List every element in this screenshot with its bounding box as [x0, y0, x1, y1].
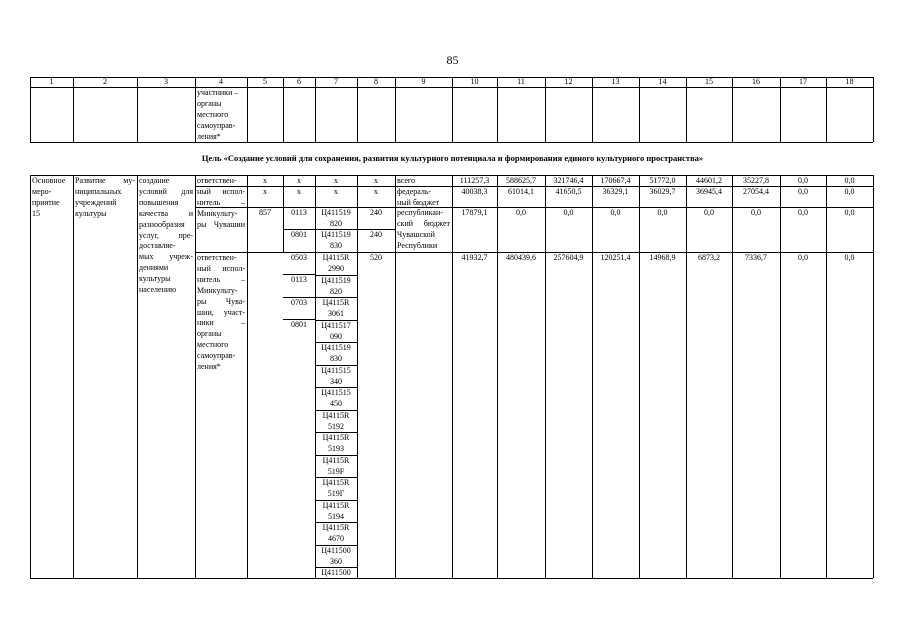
target-code: 3061	[328, 308, 344, 318]
value-cell: 17879,1	[461, 208, 488, 217]
continuation-text: участники –	[197, 88, 239, 97]
value-cell: 40038,3	[461, 187, 488, 196]
section-code: 0113	[291, 275, 307, 284]
event-goal: условий для	[139, 186, 193, 196]
target-code: Ц411500	[321, 546, 351, 555]
header-cell: 16	[752, 77, 760, 86]
x-mark: x	[334, 187, 338, 196]
value-cell: 0,0	[844, 187, 855, 196]
event-goal: мых учреж-	[139, 252, 193, 262]
value-cell: 0,0	[798, 208, 808, 217]
continuation-text: органы	[197, 98, 222, 108]
funding-source: ский бюджет	[397, 218, 450, 228]
value-cell: 0,0	[751, 208, 761, 217]
target-code: Ц4115R	[322, 478, 350, 487]
column-rule	[873, 175, 874, 578]
value-cell: 0,0	[798, 253, 808, 262]
value-cell: 0,0	[798, 176, 808, 185]
executor-a: ответствен-	[197, 176, 237, 185]
value-cell: 41650,5	[555, 187, 582, 196]
value-cell: 35227,8	[743, 176, 769, 185]
value-cell: 0,0	[610, 208, 621, 217]
executor-a: нитель –	[197, 197, 245, 207]
x-mark: x	[374, 187, 378, 196]
target-code: 340	[330, 376, 342, 386]
header-cell: 13	[611, 77, 620, 86]
funding-source: Республики	[397, 240, 438, 250]
column-rule	[545, 175, 546, 578]
funding-source: республикан-	[397, 208, 443, 217]
target-code: Ц4115R	[322, 411, 350, 420]
target-code: 5194	[328, 511, 344, 521]
value-cell: 480439,6	[506, 253, 536, 262]
value-cell: 36945,4	[696, 187, 722, 196]
target-code: 830	[330, 353, 342, 363]
expense-code: 240	[370, 230, 382, 239]
header-cell: 2	[103, 77, 107, 86]
target-code: Ц411519	[321, 276, 351, 285]
event-goal: доставляе-	[139, 241, 176, 251]
column-rule	[873, 77, 874, 142]
executor-a: Минкульту-	[197, 208, 238, 218]
executor-b: ники –	[197, 318, 245, 328]
value-cell: 36329,1	[602, 187, 629, 196]
event-name: ниципальных	[75, 186, 122, 196]
target-code: Ц411519	[321, 343, 351, 352]
column-rule	[195, 175, 196, 578]
event-name: учреждений	[75, 197, 117, 207]
value-cell: 111257,3	[459, 176, 490, 185]
target-code: 2990	[328, 263, 344, 273]
continuation-text: ления*	[197, 131, 221, 141]
event-label: меро-	[32, 186, 52, 196]
header-cell: 4	[219, 77, 223, 86]
target-code: Ц411519	[321, 230, 351, 239]
x-mark: x	[374, 176, 378, 185]
value-cell: 14968,9	[649, 253, 676, 262]
target-code: 4670	[328, 533, 344, 543]
target-code: 820	[330, 286, 342, 296]
executor-b: самоуправ-	[197, 351, 236, 361]
value-cell: 0,0	[657, 208, 668, 217]
x-mark: x	[263, 176, 267, 185]
column-rule	[30, 175, 31, 578]
executor-b: ления*	[197, 362, 221, 371]
section-code: 0503	[291, 253, 307, 262]
x-mark: x	[297, 176, 301, 185]
value-cell: 44601,2	[696, 176, 722, 185]
value-cell: 27054,4	[743, 187, 769, 196]
target-code: 360	[330, 556, 342, 566]
value-cell: 41932,7	[461, 253, 488, 262]
value-cell: 0,0	[844, 176, 855, 185]
column-rule	[826, 175, 827, 578]
value-cell: 0,0	[516, 208, 526, 217]
header-cell: 18	[845, 77, 854, 86]
section-code: 0801	[291, 230, 307, 239]
target-code: Ц4115R	[322, 456, 350, 465]
event-goal: повышения	[139, 197, 179, 207]
target-code: 5192	[328, 421, 344, 431]
event-label: приятие	[32, 197, 60, 207]
column-rule	[395, 175, 396, 578]
column-rule	[780, 175, 781, 578]
x-mark: x	[263, 187, 267, 196]
value-cell: 120251,4	[600, 253, 631, 262]
header-cell: 14	[658, 77, 667, 86]
expense-code: 520	[370, 253, 382, 262]
event-goal: населению	[139, 285, 177, 294]
header-cell: 10	[470, 77, 479, 86]
target-code: Ц411500	[321, 568, 351, 577]
header-cell: 9	[421, 77, 426, 86]
executor-a: ный испол-	[197, 186, 245, 196]
continuation-text: самоуправ-	[197, 120, 236, 130]
value-cell: 61014,1	[508, 187, 534, 196]
target-code: Ц411519	[321, 208, 351, 217]
target-code: 450	[330, 398, 342, 408]
header-cell: 12	[564, 77, 573, 86]
target-code: 090	[330, 331, 342, 341]
event-label: 15	[32, 208, 40, 218]
x-mark: x	[297, 187, 301, 196]
column-rule	[592, 175, 593, 578]
event-name: культуры	[75, 208, 107, 218]
executor-b: шии, участ-	[197, 307, 245, 317]
value-cell: 0,0	[844, 253, 855, 262]
target-code: Ц4115R	[322, 433, 350, 442]
executor-b: местного	[197, 340, 229, 350]
continuation-text: местного	[197, 109, 229, 119]
value-cell: 170667,4	[600, 176, 631, 185]
executor-b: ры Чува-	[197, 296, 245, 306]
section-code: 0801	[291, 320, 307, 329]
funding-source: ный бюджет	[397, 197, 440, 207]
target-code: 5193	[328, 443, 344, 453]
executor-b: ответствен-	[197, 253, 237, 262]
executor-b: органы	[197, 329, 222, 339]
column-rule	[452, 175, 453, 578]
target-code: Ц4115R	[322, 523, 350, 532]
column-rule	[639, 175, 640, 578]
target-code: Ц411515	[321, 388, 351, 397]
target-code: Ц4115R	[322, 298, 350, 307]
value-cell: 588625,7	[506, 176, 536, 185]
event-goal: качества и	[139, 208, 193, 218]
value-cell: 0,0	[704, 208, 714, 217]
event-goal: дениями	[139, 263, 169, 273]
target-code: 830	[330, 240, 342, 250]
goal-heading: Цель «Создание условий для сохранения, развития культурного потенциала и формирования единого культурного пространства»	[201, 153, 704, 163]
header-cell: 7	[334, 77, 338, 86]
funding-source: Чувашской	[397, 229, 435, 239]
section-code: 0113	[291, 208, 307, 217]
header-cell: 6	[297, 77, 301, 86]
value-cell: 321746,4	[553, 176, 584, 185]
target-code: Ц411515	[321, 366, 351, 375]
column-rule	[137, 175, 138, 578]
funding-source: всего	[397, 176, 416, 185]
column-rule	[732, 175, 733, 578]
x-mark: x	[334, 176, 338, 185]
target-code: 519F	[327, 466, 345, 476]
event-label: Основное	[32, 176, 66, 185]
target-code: 820	[330, 218, 342, 228]
funding-source: федераль-	[397, 187, 432, 196]
value-cell: 0,0	[563, 208, 574, 217]
gov-code: 857	[259, 208, 271, 217]
section-code: 0703	[291, 298, 307, 307]
target-code: 519Г	[327, 488, 345, 498]
value-cell: 51772,0	[649, 176, 676, 185]
header-cell: 11	[517, 77, 525, 86]
column-rule	[497, 175, 498, 578]
executor-b: Минкульту-	[197, 285, 238, 295]
value-cell: 7336,7	[745, 253, 767, 262]
column-rule	[73, 175, 74, 578]
header-cell: 5	[263, 77, 267, 86]
event-goal: культуры	[139, 274, 171, 284]
target-code: Ц4115R	[322, 253, 350, 262]
executor-b: ный испол-	[197, 263, 245, 273]
header-cell: 8	[374, 77, 378, 86]
executor-a: ры Чувашии	[197, 219, 245, 229]
table-bottom-rule	[30, 578, 873, 579]
value-cell: 36029,7	[649, 187, 676, 196]
event-name: Развитие му-	[75, 176, 135, 185]
event-goal: разнообразия	[139, 219, 185, 229]
header-cell: 17	[799, 77, 807, 86]
column-rule	[686, 175, 687, 578]
header-cell: 15	[705, 77, 713, 86]
column-rule	[247, 175, 248, 578]
value-cell: 0,0	[798, 187, 808, 196]
value-cell: 257604,9	[553, 253, 584, 262]
header-cell: 3	[164, 77, 168, 86]
continuation-bottom-rule	[30, 142, 873, 143]
expense-code: 240	[370, 208, 382, 217]
event-goal: создание	[139, 176, 170, 185]
executor-b: нитель –	[197, 274, 245, 284]
target-code: Ц411517	[321, 321, 351, 330]
event-goal: услуг, пре-	[139, 230, 193, 240]
page-number: 85	[446, 53, 459, 67]
target-code: Ц4115R	[322, 501, 350, 510]
value-cell: 0,0	[844, 208, 855, 217]
value-cell: 6873,2	[698, 253, 720, 262]
header-cell: 1	[49, 77, 54, 86]
